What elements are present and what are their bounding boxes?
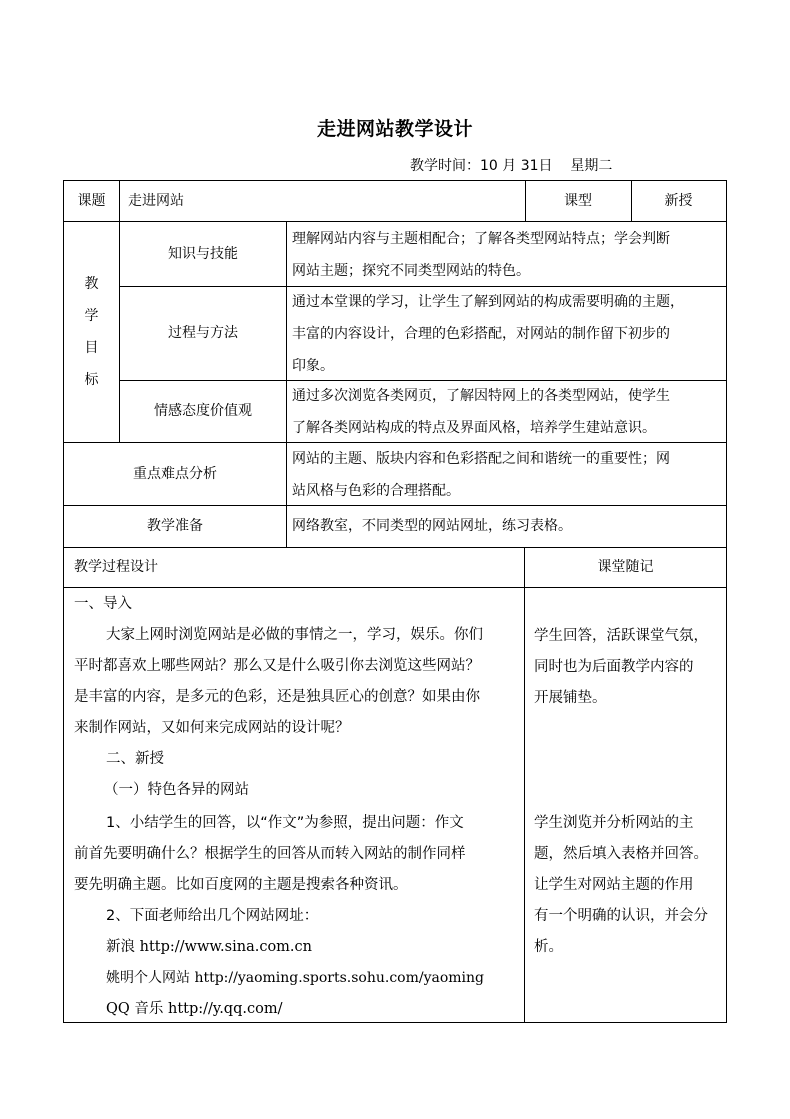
text-line: 通过本堂课的学习，让学生了解到网站的构成需要明确的主题， bbox=[292, 294, 684, 310]
prep-label: 教学准备 bbox=[147, 518, 203, 534]
note-line: 同时也为后面教学内容的 bbox=[534, 659, 694, 675]
note-line: 题，然后填入表格并回答。 bbox=[534, 846, 708, 862]
note-line: 学生浏览并分析网站的主 bbox=[534, 815, 694, 831]
key-points-label: 重点难点分析 bbox=[133, 465, 217, 482]
lesson-table bbox=[63, 180, 727, 1023]
topic-value: 走进网站 bbox=[128, 193, 184, 209]
prep-text: 网络教室，不同类型的网站网址，练习表格。 bbox=[292, 518, 572, 534]
goal-knowledge-text bbox=[292, 223, 724, 287]
process-line: 2、下面老师给出几个网站网址： bbox=[106, 908, 319, 924]
process-line: （一）特色各异的网站 bbox=[104, 782, 249, 798]
note-block-2 bbox=[534, 808, 708, 963]
process-line: 大家上网时浏览网站是必做的事情之一，学习，娱乐。你们 bbox=[106, 627, 483, 643]
process-line: 1、小结学生的回答，以“作文”为参照，提出问题：作文 bbox=[106, 815, 464, 831]
text-line: 站风格与色彩的合理搭配。 bbox=[292, 483, 460, 499]
process-line: 平时都喜欢上哪些网站？那么又是什么吸引你去浏览这些网站？ bbox=[74, 658, 480, 674]
note-line: 让学生对网站主题的作用 bbox=[534, 877, 694, 893]
text-line: 了解各类网站构成的特点及界面风格，培养学生建站意识。 bbox=[292, 420, 656, 436]
process-line: 二、新授 bbox=[106, 751, 164, 767]
teaching-time: 教学时间：10 月 31日 星期二 bbox=[410, 158, 613, 174]
goal-attitude-label: 情感态度价值观 bbox=[154, 403, 252, 419]
col-divider bbox=[286, 221, 287, 547]
page-title: 走进网站教学设计 bbox=[316, 118, 473, 140]
col-divider bbox=[119, 181, 120, 221]
goals-char: 标 bbox=[84, 371, 99, 388]
text-line: 印象。 bbox=[292, 358, 334, 374]
goal-process-text bbox=[292, 286, 724, 382]
key-points-text bbox=[292, 443, 724, 507]
topic-label: 课题 bbox=[77, 193, 106, 209]
text-line: 网站的主题、版块内容和色彩搭配之间和谐统一的重要性；网 bbox=[292, 451, 670, 467]
text-line: 丰富的内容设计，合理的色彩搭配，对网站的制作留下初步的 bbox=[292, 326, 670, 342]
process-line: 来制作网站，又如何来完成网站的设计呢？ bbox=[74, 720, 350, 736]
goals-char: 教 bbox=[84, 275, 99, 292]
row-divider bbox=[64, 587, 726, 588]
goal-knowledge-label: 知识与技能 bbox=[168, 245, 238, 262]
text-line: 网站主题；探究不同类型网站的特色。 bbox=[292, 263, 530, 279]
process-line: 前首先要明确什么？根据学生的回答从而转入网站的制作同样 bbox=[74, 846, 466, 862]
note-line: 析。 bbox=[534, 939, 563, 955]
url-line: 姚明个人网站 http://yaoming.sports.sohu.com/yaoming bbox=[106, 970, 484, 986]
goals-group-label bbox=[64, 221, 119, 442]
notes-header: 课堂随记 bbox=[597, 559, 654, 575]
goal-attitude-text bbox=[292, 380, 724, 444]
process-header: 教学过程设计 bbox=[74, 559, 158, 575]
process-line: 一、导入 bbox=[74, 596, 132, 612]
goals-char: 目 bbox=[84, 339, 99, 356]
note-line: 学生回答，活跃课堂气氛， bbox=[534, 628, 708, 644]
url-line: 新浪 http://www.sina.com.cn bbox=[106, 939, 313, 955]
note-line: 有一个明确的认识，并会分 bbox=[534, 908, 708, 924]
lesson-type-label: 课型 bbox=[564, 193, 592, 209]
text-line: 理解网站内容与主题相配合；了解各类型网站特点；学会判断 bbox=[292, 231, 670, 247]
url-line: QQ 音乐 http://y.qq.com/ bbox=[106, 1001, 283, 1017]
goal-process-label: 过程与方法 bbox=[168, 325, 238, 341]
process-line: 要先明确主题。比如百度网的主题是搜索各种资讯。 bbox=[74, 877, 408, 893]
goals-char: 学 bbox=[84, 307, 99, 324]
text-line: 通过多次浏览各类网页，了解因特网上的各类型网站，使学生 bbox=[292, 388, 670, 404]
process-line: 是丰富的内容，是多元的色彩，还是独具匠心的创意？如果由你 bbox=[74, 689, 480, 705]
note-block-1 bbox=[534, 621, 708, 714]
col-divider bbox=[524, 547, 525, 1022]
lesson-type-value: 新授 bbox=[664, 193, 693, 209]
note-line: 开展铺垫。 bbox=[534, 690, 607, 706]
